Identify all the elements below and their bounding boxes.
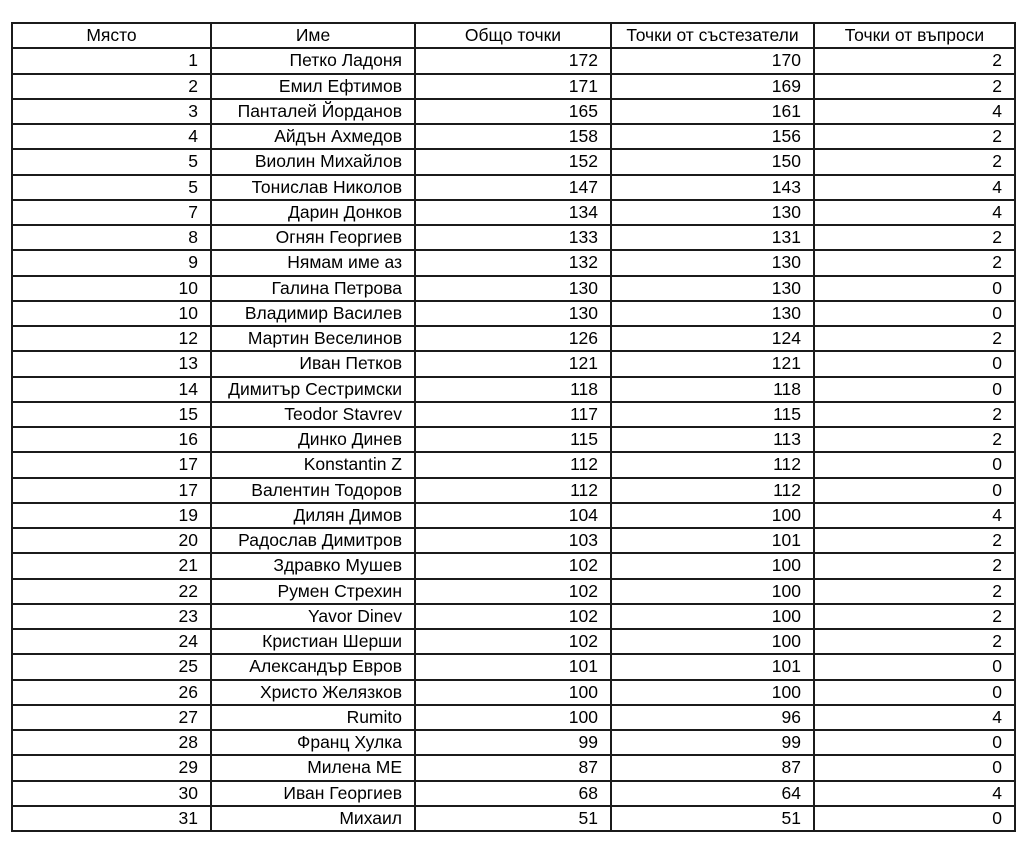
cell-name: Радослав Димитров [211, 528, 415, 553]
cell-total-points: 171 [415, 74, 611, 99]
leaderboard-table [11, 22, 1016, 832]
cell-total-points: 117 [415, 402, 611, 427]
cell-name: Здравко Мушев [211, 553, 415, 578]
cell-name: Димитър Сестримски [211, 377, 415, 402]
cell-place: 17 [12, 478, 211, 503]
cell-place: 1 [12, 48, 211, 73]
cell-competitor-points: 130 [611, 250, 814, 275]
table-row [12, 48, 1015, 73]
header-row [12, 23, 1015, 48]
cell-question-points: 0 [814, 301, 1015, 326]
cell-name: Тонислав Николов [211, 175, 415, 200]
cell-total-points: 126 [415, 326, 611, 351]
cell-place: 31 [12, 806, 211, 831]
cell-total-points: 87 [415, 755, 611, 780]
cell-competitor-points: 130 [611, 301, 814, 326]
cell-question-points: 2 [814, 149, 1015, 174]
cell-question-points: 2 [814, 124, 1015, 149]
cell-place: 20 [12, 528, 211, 553]
cell-name: Кристиан Шерши [211, 629, 415, 654]
table-row [12, 175, 1015, 200]
cell-total-points: 51 [415, 806, 611, 831]
cell-name: Айдън Ахмедов [211, 124, 415, 149]
cell-question-points: 0 [814, 351, 1015, 376]
cell-total-points: 102 [415, 579, 611, 604]
cell-name: Konstantin Z [211, 452, 415, 477]
cell-competitor-points: 112 [611, 452, 814, 477]
cell-question-points: 0 [814, 680, 1015, 705]
cell-total-points: 104 [415, 503, 611, 528]
table-row [12, 225, 1015, 250]
cell-total-points: 68 [415, 781, 611, 806]
cell-competitor-points: 96 [611, 705, 814, 730]
cell-name: Виолин Михайлов [211, 149, 415, 174]
table-row [12, 124, 1015, 149]
cell-competitor-points: 100 [611, 503, 814, 528]
cell-total-points: 147 [415, 175, 611, 200]
cell-name: Милена МЕ [211, 755, 415, 780]
cell-question-points: 4 [814, 705, 1015, 730]
cell-place: 3 [12, 99, 211, 124]
cell-place: 5 [12, 149, 211, 174]
cell-total-points: 172 [415, 48, 611, 73]
cell-competitor-points: 121 [611, 351, 814, 376]
cell-name: Михаил [211, 806, 415, 831]
cell-question-points: 0 [814, 806, 1015, 831]
header-place: Място [12, 23, 211, 48]
cell-question-points: 0 [814, 654, 1015, 679]
cell-question-points: 0 [814, 478, 1015, 503]
cell-place: 17 [12, 452, 211, 477]
cell-question-points: 4 [814, 781, 1015, 806]
cell-competitor-points: 150 [611, 149, 814, 174]
cell-place: 28 [12, 730, 211, 755]
table-row [12, 730, 1015, 755]
cell-name: Христо Желязков [211, 680, 415, 705]
cell-name: Иван Петков [211, 351, 415, 376]
cell-competitor-points: 118 [611, 377, 814, 402]
cell-place: 16 [12, 427, 211, 452]
cell-total-points: 102 [415, 604, 611, 629]
cell-name: Галина Петрова [211, 276, 415, 301]
cell-total-points: 112 [415, 452, 611, 477]
cell-competitor-points: 169 [611, 74, 814, 99]
cell-competitor-points: 130 [611, 276, 814, 301]
table-row [12, 326, 1015, 351]
cell-total-points: 118 [415, 377, 611, 402]
header-name: Име [211, 23, 415, 48]
table-row [12, 402, 1015, 427]
cell-total-points: 100 [415, 680, 611, 705]
cell-total-points: 102 [415, 629, 611, 654]
table-row [12, 755, 1015, 780]
header-competitor-points: Точки от състезатели [611, 23, 814, 48]
cell-place: 27 [12, 705, 211, 730]
cell-place: 14 [12, 377, 211, 402]
cell-name: Александър Евров [211, 654, 415, 679]
cell-competitor-points: 113 [611, 427, 814, 452]
table-row [12, 74, 1015, 99]
cell-total-points: 101 [415, 654, 611, 679]
cell-question-points: 0 [814, 452, 1015, 477]
cell-place: 26 [12, 680, 211, 705]
cell-total-points: 165 [415, 99, 611, 124]
cell-name: Владимир Василев [211, 301, 415, 326]
cell-total-points: 132 [415, 250, 611, 275]
cell-competitor-points: 101 [611, 654, 814, 679]
cell-question-points: 2 [814, 225, 1015, 250]
cell-question-points: 2 [814, 48, 1015, 73]
cell-competitor-points: 100 [611, 553, 814, 578]
cell-competitor-points: 100 [611, 579, 814, 604]
cell-place: 21 [12, 553, 211, 578]
table-row [12, 705, 1015, 730]
cell-question-points: 4 [814, 503, 1015, 528]
cell-question-points: 0 [814, 276, 1015, 301]
cell-competitor-points: 130 [611, 200, 814, 225]
cell-question-points: 2 [814, 579, 1015, 604]
cell-place: 23 [12, 604, 211, 629]
cell-competitor-points: 99 [611, 730, 814, 755]
cell-competitor-points: 143 [611, 175, 814, 200]
cell-place: 10 [12, 301, 211, 326]
cell-competitor-points: 101 [611, 528, 814, 553]
cell-place: 2 [12, 74, 211, 99]
cell-total-points: 152 [415, 149, 611, 174]
table-row [12, 351, 1015, 376]
cell-place: 4 [12, 124, 211, 149]
cell-total-points: 102 [415, 553, 611, 578]
cell-name: Валентин Тодоров [211, 478, 415, 503]
table-row [12, 604, 1015, 629]
table-row [12, 200, 1015, 225]
table-row [12, 806, 1015, 831]
cell-total-points: 130 [415, 276, 611, 301]
cell-total-points: 103 [415, 528, 611, 553]
cell-question-points: 2 [814, 326, 1015, 351]
header-total-points: Общо точки [415, 23, 611, 48]
cell-name: Франц Хулка [211, 730, 415, 755]
cell-question-points: 0 [814, 755, 1015, 780]
cell-place: 13 [12, 351, 211, 376]
table-row [12, 654, 1015, 679]
table-row [12, 629, 1015, 654]
cell-question-points: 0 [814, 730, 1015, 755]
cell-competitor-points: 100 [611, 604, 814, 629]
cell-question-points: 2 [814, 553, 1015, 578]
header-question-points: Точки от въпроси [814, 23, 1015, 48]
cell-question-points: 4 [814, 175, 1015, 200]
cell-question-points: 0 [814, 377, 1015, 402]
table-row [12, 579, 1015, 604]
table-row [12, 99, 1015, 124]
cell-name: Teodor Stavrev [211, 402, 415, 427]
cell-competitor-points: 112 [611, 478, 814, 503]
cell-question-points: 2 [814, 528, 1015, 553]
cell-place: 12 [12, 326, 211, 351]
cell-question-points: 2 [814, 250, 1015, 275]
cell-competitor-points: 170 [611, 48, 814, 73]
table-row [12, 503, 1015, 528]
table-row [12, 250, 1015, 275]
cell-question-points: 2 [814, 629, 1015, 654]
cell-competitor-points: 161 [611, 99, 814, 124]
table-row [12, 301, 1015, 326]
table-row [12, 553, 1015, 578]
table-row [12, 276, 1015, 301]
table-row [12, 149, 1015, 174]
table-row [12, 452, 1015, 477]
cell-question-points: 4 [814, 200, 1015, 225]
cell-place: 8 [12, 225, 211, 250]
cell-question-points: 2 [814, 604, 1015, 629]
table-row [12, 528, 1015, 553]
cell-place: 10 [12, 276, 211, 301]
cell-place: 19 [12, 503, 211, 528]
cell-place: 25 [12, 654, 211, 679]
cell-name: Rumito [211, 705, 415, 730]
table-row [12, 680, 1015, 705]
cell-name: Мартин Веселинов [211, 326, 415, 351]
cell-competitor-points: 64 [611, 781, 814, 806]
cell-place: 9 [12, 250, 211, 275]
cell-total-points: 121 [415, 351, 611, 376]
cell-total-points: 100 [415, 705, 611, 730]
cell-place: 7 [12, 200, 211, 225]
cell-place: 5 [12, 175, 211, 200]
cell-question-points: 2 [814, 74, 1015, 99]
cell-name: Панталей Йорданов [211, 99, 415, 124]
cell-name: Нямам име аз [211, 250, 415, 275]
cell-competitor-points: 115 [611, 402, 814, 427]
cell-total-points: 133 [415, 225, 611, 250]
cell-name: Иван Георгиев [211, 781, 415, 806]
cell-competitor-points: 156 [611, 124, 814, 149]
cell-question-points: 2 [814, 402, 1015, 427]
cell-competitor-points: 100 [611, 629, 814, 654]
cell-name: Огнян Георгиев [211, 225, 415, 250]
table-row [12, 478, 1015, 503]
cell-place: 29 [12, 755, 211, 780]
table-row [12, 377, 1015, 402]
cell-name: Емил Ефтимов [211, 74, 415, 99]
table-row [12, 427, 1015, 452]
cell-total-points: 134 [415, 200, 611, 225]
cell-name: Динко Динев [211, 427, 415, 452]
cell-competitor-points: 100 [611, 680, 814, 705]
cell-total-points: 99 [415, 730, 611, 755]
table-row [12, 781, 1015, 806]
cell-place: 22 [12, 579, 211, 604]
cell-total-points: 115 [415, 427, 611, 452]
cell-question-points: 2 [814, 427, 1015, 452]
cell-place: 15 [12, 402, 211, 427]
cell-competitor-points: 131 [611, 225, 814, 250]
cell-competitor-points: 124 [611, 326, 814, 351]
cell-name: Yavor Dinev [211, 604, 415, 629]
cell-name: Дарин Донков [211, 200, 415, 225]
cell-name: Дилян Димов [211, 503, 415, 528]
cell-competitor-points: 51 [611, 806, 814, 831]
cell-question-points: 4 [814, 99, 1015, 124]
leaderboard-body [12, 48, 1015, 831]
cell-competitor-points: 87 [611, 755, 814, 780]
cell-name: Петко Ладоня [211, 48, 415, 73]
cell-place: 30 [12, 781, 211, 806]
cell-name: Румен Стрехин [211, 579, 415, 604]
cell-place: 24 [12, 629, 211, 654]
cell-total-points: 112 [415, 478, 611, 503]
cell-total-points: 158 [415, 124, 611, 149]
cell-total-points: 130 [415, 301, 611, 326]
